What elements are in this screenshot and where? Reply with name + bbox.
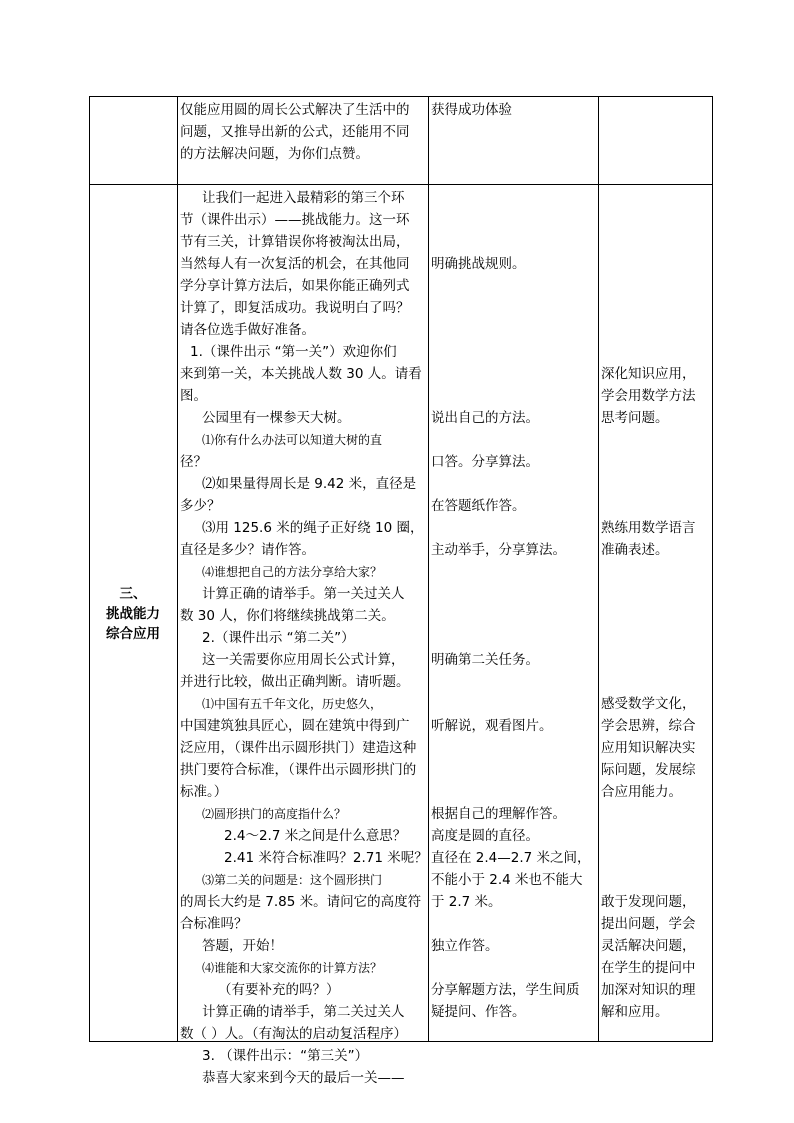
design-intent-line: 思考问题。 — [601, 410, 669, 426]
design-intent-line: 应用知识解决实 — [601, 740, 696, 756]
text-line: 图。 — [180, 388, 207, 404]
text-line: 2.4～2.7 米之间是什么意思？ — [224, 828, 407, 844]
text-line: 计算正确的请举手。第一关过关人 — [202, 586, 405, 602]
text-line: 2.（课件出示 “第二关”） — [202, 630, 355, 646]
student-activity-line: 不能小于 2.4 米也不能大 — [431, 872, 583, 888]
lesson-plan-table — [89, 96, 713, 1086]
text-line: ⑶第二关的问题是：这个圆形拱门 — [202, 873, 383, 887]
student-activity-line: 于 2.7 米。 — [431, 894, 502, 910]
text-line: 问题，又推导出新的公式，还能用不同 — [180, 124, 410, 140]
section-name: 挑战能力 — [106, 606, 160, 622]
text-line: 节（课件出示）——挑战能力。这一环 — [180, 212, 410, 228]
student-activity-line: 高度是圆的直径。 — [431, 828, 539, 844]
text-line: 2.41 米符合标准吗？2.71 米呢？ — [224, 850, 428, 866]
text-line: 合标准吗？ — [180, 916, 248, 932]
design-intent-line: 加深对知识的理 — [601, 982, 696, 998]
design-intent-line: 灵活解决问题， — [601, 938, 696, 954]
text-line: 直径是多少？请作答。 — [180, 542, 315, 558]
student-activity-line: 直径在 2.4—2.7 米之间， — [431, 850, 591, 866]
design-intent-line: 准确表述。 — [601, 542, 669, 558]
student-activity-line: 独立作答。 — [431, 938, 499, 954]
student-activity-line: 说出自己的方法。 — [431, 410, 539, 426]
student-activity-line: 分享解题方法，学生间质 — [431, 982, 580, 998]
student-activity-line: 根据自己的理解作答。 — [431, 806, 566, 822]
table-left-border — [89, 96, 90, 1042]
text-line: 公园里有一棵参天大树。 — [202, 410, 351, 426]
text-line: 计算正确的请举手，第二关过关人 — [202, 1004, 405, 1020]
text-line: 标准。） — [180, 784, 228, 800]
student-activity-line: 明确挑战规则。 — [431, 256, 526, 272]
text-line: 学分享计算方法后，如果你能正确列式 — [180, 278, 410, 294]
text-line: 数（ ）人。（有淘汰的启动复活程序） — [180, 1026, 408, 1042]
text-line: 仅能应用圆的周长公式解决了生活中的 — [180, 102, 410, 118]
student-activity-line: 主动举手，分享算法。 — [431, 542, 566, 558]
text-line: 获得成功体验 — [431, 102, 512, 118]
text-line: 拱门要符合标准，（课件出示圆形拱门的 — [180, 762, 417, 778]
text-line: 3. （课件出示：“第三关”） — [202, 1048, 369, 1064]
student-activity-line: 口答。分享算法。 — [431, 454, 539, 470]
design-intent-line: 深化知识应用， — [601, 366, 696, 382]
student-activity-line: 疑提问、作答。 — [431, 1004, 526, 1020]
section-number: 三、 — [119, 586, 147, 602]
design-intent-line: 感受数学文化， — [601, 696, 696, 712]
text-line: 数 30 人，你们将继续挑战第二关。 — [180, 608, 395, 624]
text-line: ⑵圆形拱门的高度指什么？ — [202, 807, 347, 821]
text-line: 答题，开始！ — [202, 938, 283, 954]
row2-teacher-content — [180, 96, 428, 1086]
text-line: ⑴你有什么办法可以知道大树的直 — [202, 433, 383, 447]
text-line: 让我们一起进入最精彩的第三个环 — [202, 190, 405, 206]
design-intent-line: 敢于发现问题， — [601, 894, 696, 910]
column-divider — [177, 96, 178, 1042]
section-title — [89, 584, 177, 644]
text-line: ⑴中国有五千年文化，历史悠久， — [202, 697, 383, 711]
column-divider — [428, 96, 429, 1042]
text-line: 计算了，即复活成功。我说明白了吗？ — [180, 300, 410, 316]
text-line: 中国建筑独具匠心，圆在建筑中得到广 — [180, 718, 410, 734]
design-intent-line: 提出问题，学会 — [601, 916, 696, 932]
text-line: 请各位选手做好准备。 — [180, 322, 315, 338]
section-name: 综合应用 — [106, 626, 160, 642]
design-intent-line: 合应用能力。 — [601, 784, 682, 800]
text-line: 这一关需要你应用周长公式计算， — [202, 652, 405, 668]
text-line: ⑷谁想把自己的方法分享给大家？ — [202, 565, 383, 579]
text-line: 径？ — [180, 454, 207, 470]
student-activity-line: 明确第二关任务。 — [431, 652, 539, 668]
text-line: 的周长大约是 7.85 米。请问它的高度符 — [180, 894, 422, 910]
text-line: 节有三关，计算错误你将被淘汰出局， — [180, 234, 410, 250]
text-line: 1.（课件出示 “第一关”）欢迎你们 — [190, 344, 397, 360]
row2-student-activity — [431, 96, 597, 1042]
column-divider — [598, 96, 599, 1042]
text-line: 的方法解决问题，为你们点赞。 — [180, 146, 369, 162]
text-line: 多少？ — [180, 498, 221, 514]
design-intent-line: 学会思辨，综合 — [601, 718, 696, 734]
text-line: 恭喜大家来到今天的最后一关—— — [202, 1070, 405, 1086]
text-line: （有要补充的吗？） — [218, 982, 340, 998]
text-line: 并进行比较，做出正确判断。请听题。 — [180, 674, 410, 690]
text-line: 来到第一关，本关挑战人数 30 人。请看 — [180, 366, 422, 382]
row2-design-intent — [601, 96, 713, 1042]
student-activity-line: 听解说，观看图片。 — [431, 718, 553, 734]
design-intent-line: 在学生的提问中 — [601, 960, 696, 976]
design-intent-line: 解和应用。 — [601, 1004, 669, 1020]
design-intent-line: 际问题，发展综 — [601, 762, 696, 778]
text-line: 泛应用，（课件出示圆形拱门）建造这种 — [180, 740, 417, 756]
text-line: ⑵如果量得周长是 9.42 米，直径是 — [202, 476, 417, 492]
text-line: ⑷谁能和大家交流你的计算方法？ — [202, 961, 383, 975]
student-activity-line: 在答题纸作答。 — [431, 498, 526, 514]
text-line: ⑶用 125.6 米的绳子正好绕 10 圈， — [202, 520, 424, 536]
design-intent-line: 熟练用数学语言 — [601, 520, 696, 536]
text-line: 当然每人有一次复活的机会，在其他同 — [180, 256, 410, 272]
design-intent-line: 学会用数学方法 — [601, 388, 696, 404]
